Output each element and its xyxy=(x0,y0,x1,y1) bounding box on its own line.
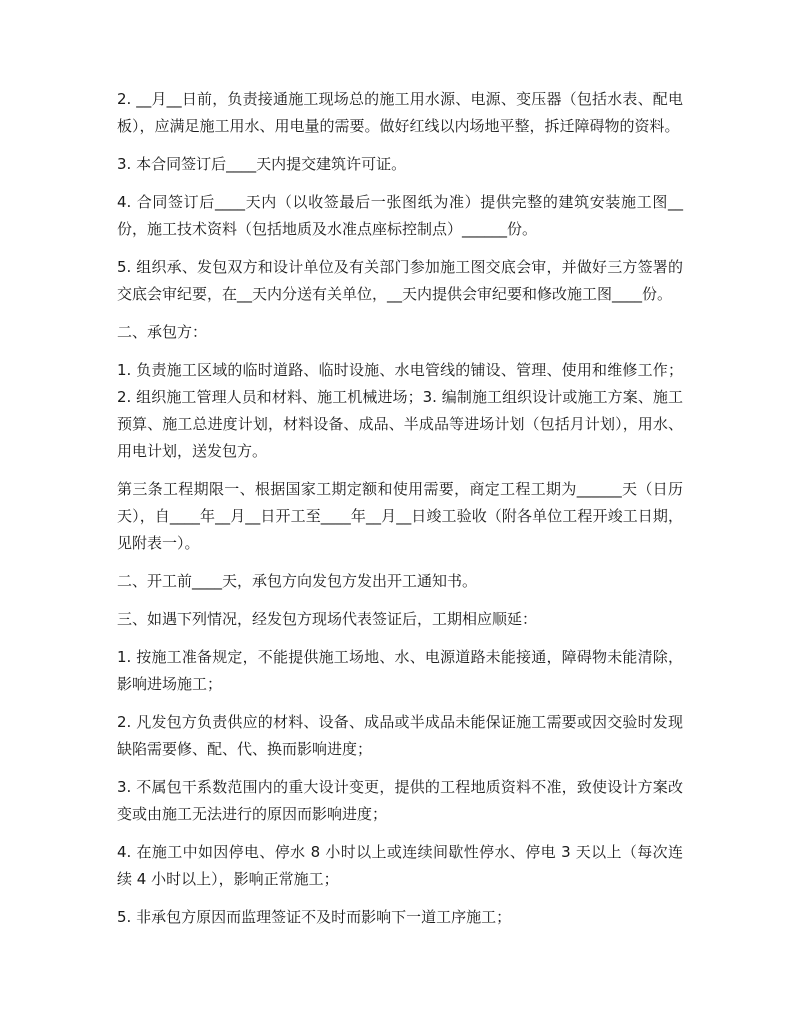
paragraph: 4. 在施工中如因停电、停水 8 小时以上或连续间歇性停水、停电 3 天以上（每次连续 4 小时以上），影响正常施工； xyxy=(117,843,683,888)
paragraph: 5. 组织承、发包双方和设计单位及有关部门参加施工图交底会审，并做好三方签署的交底会审纪要，在__天内分送有关单位，__天内提供会审纪要和修改施工图____份。 xyxy=(117,258,683,303)
paragraph: 4. 合同签订后____天内（以收签最后一张图纸为准）提供完整的建筑安装施工图__份，施工技术资料（包括地质及水准点座标控制点）______份。 xyxy=(117,193,683,238)
document-body xyxy=(117,86,683,942)
section-heading: 二、承包方： xyxy=(117,323,208,341)
paragraph: 2. __月__日前，负责接通施工现场总的施工用水源、电源、变压器（包括水表、配电板），应满足施工用水、用电量的需要。做好红线以内场地平整，拆迁障碍物的资料。 xyxy=(117,90,683,135)
paragraph: 2. 凡发包方负责供应的材料、设备、成品或半成品未能保证施工需要或因交验时发现缺陷需要修、配、代、换而影响进度； xyxy=(117,713,683,758)
paragraph: 3. 不属包干系数范围内的重大设计变更，提供的工程地质资料不准，致使设计方案改变或由施工无法进行的原因而影响进度； xyxy=(117,778,683,823)
paragraph: 二、开工前____天，承包方向发包方发出开工通知书。 xyxy=(117,572,478,590)
paragraph: 1. 按施工准备规定，不能提供施工场地、水、电源道路未能接通，障碍物未能清除，影响进场施工； xyxy=(117,648,683,693)
paragraph: 5. 非承包方原因而监理签证不及时而影响下一道工序施工； xyxy=(117,908,512,926)
paragraph: 第三条工程期限一、根据国家工期定额和使用需要，商定工程工期为______天（日历天），自____年__月__日开工至____年__月__日竣工验收（附各单位工程开竣工日期，见附表一）。 xyxy=(117,480,683,552)
paragraph: 1. 负责施工区域的临时道路、临时设施、水电管线的铺设、管理、使用和维修工作；2. 组织施工管理人员和材料、施工机械进场；3. 编制施工组织设计或施工方案、施工预算、施工总进度计划，材料设备、成品、半成品等进场计划（包括月计划），用水、用电计划，送发包方。 xyxy=(117,361,683,460)
paragraph: 3. 本合同签订后____天内提交建筑许可证。 xyxy=(117,155,407,173)
paragraph: 三、如遇下列情况，经发包方现场代表签证后，工期相应顺延： xyxy=(117,610,538,628)
